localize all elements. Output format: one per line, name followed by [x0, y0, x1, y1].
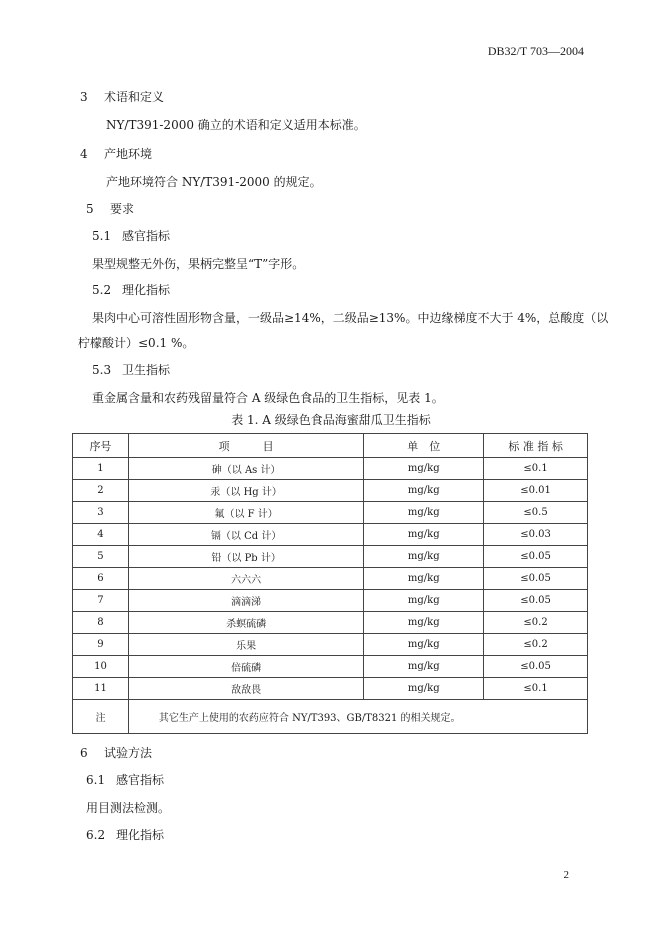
table-cell: 倍硫磷 — [128, 656, 364, 678]
table-row — [73, 480, 588, 502]
section-5-1-text: 果型规整无外伤，果柄完整呈“T”字形。 — [92, 257, 305, 271]
section-3-text: NY/T391-2000 确立的术语和定义适用本标准。 — [106, 118, 366, 132]
section-number: 6 — [80, 746, 88, 760]
table-cell: ≤0.05 — [484, 546, 588, 568]
table-row — [73, 678, 588, 700]
table-cell: mg/kg — [364, 568, 484, 590]
table-cell: mg/kg — [364, 546, 484, 568]
table-cell: 2 — [73, 480, 129, 502]
table-cell: ≤0.5 — [484, 502, 588, 524]
table-cell: ≤0.1 — [484, 458, 588, 480]
header-cell: 序号 — [73, 434, 129, 458]
section-number: 5 — [86, 202, 94, 216]
table-row — [73, 590, 588, 612]
table-row — [73, 612, 588, 634]
table-cell: 10 — [73, 656, 129, 678]
table-cell: 镉（以 Cd 计） — [128, 524, 364, 546]
section-5-3-text: 重金属含量和农药残留量符合 A 级绿色食品的卫生指标，见表 1。 — [92, 391, 444, 405]
table-cell: ≤0.03 — [484, 524, 588, 546]
table-cell: mg/kg — [364, 458, 484, 480]
table-cell: 乐果 — [128, 634, 364, 656]
section-5-2-text-line1: 果肉中心可溶性固形物含量，一级品≥14%，二级品≥13%。中边缘梯度不大于 4%，总酸度（以 — [92, 311, 609, 325]
table-cell: mg/kg — [364, 612, 484, 634]
table-cell: mg/kg — [364, 502, 484, 524]
table-row — [73, 524, 588, 546]
section-number: 5.2 — [92, 283, 112, 297]
table-cell: mg/kg — [364, 590, 484, 612]
section-5-heading — [86, 200, 134, 217]
table-row — [73, 568, 588, 590]
section-title: 术语和定义 — [104, 90, 165, 104]
table-cell: 7 — [73, 590, 129, 612]
table-cell: 铅（以 Pb 计） — [128, 546, 364, 568]
table-cell: 氟（以 F 计） — [128, 502, 364, 524]
table-cell: 11 — [73, 678, 129, 700]
section-title: 感官指标 — [122, 229, 171, 243]
hygiene-index-table — [72, 433, 588, 734]
table-row — [73, 656, 588, 678]
section-6-1-heading — [86, 771, 164, 788]
section-5-1-heading — [92, 227, 170, 244]
table-row — [73, 546, 588, 568]
section-6-heading — [80, 744, 152, 761]
table-cell: mg/kg — [364, 678, 484, 700]
table-cell: 汞（以 Hg 计） — [128, 480, 364, 502]
table-cell: ≤0.1 — [484, 678, 588, 700]
section-number: 5.1 — [92, 229, 112, 243]
section-3-heading — [80, 88, 164, 105]
section-number: 6.2 — [86, 828, 106, 842]
section-number: 4 — [80, 147, 88, 161]
note-text: 其它生产上使用的农药应符合 NY/T393、GB/T8321 的相关规定。 — [128, 700, 587, 734]
table-caption: 表 1. A 级绿色食品海蜜甜瓜卫生指标 — [231, 413, 431, 427]
table-header-row — [73, 434, 588, 458]
table-cell: mg/kg — [364, 524, 484, 546]
section-6-2-heading — [86, 826, 164, 843]
table-row — [73, 502, 588, 524]
table-cell: 滴滴涕 — [128, 590, 364, 612]
section-title: 感官指标 — [116, 773, 165, 787]
note-label: 注 — [73, 700, 129, 734]
table-cell: 六六六 — [128, 568, 364, 590]
section-title: 产地环境 — [104, 147, 153, 161]
header-cell: 单 位 — [364, 434, 484, 458]
table-cell: 1 — [73, 458, 129, 480]
header-cell: 项 目 — [128, 434, 364, 458]
section-number: 5.3 — [92, 363, 112, 377]
table-cell: ≤0.05 — [484, 656, 588, 678]
section-5-2-text-line2: 柠檬酸计）≤0.1 %。 — [78, 336, 195, 350]
table-cell: 9 — [73, 634, 129, 656]
section-5-2-heading — [92, 281, 170, 298]
standard-code-header: DB32/T 703—2004 — [487, 44, 584, 58]
table-cell: 5 — [73, 546, 129, 568]
table-cell: 6 — [73, 568, 129, 590]
section-title: 理化指标 — [122, 283, 171, 297]
table-cell: 8 — [73, 612, 129, 634]
section-number: 3 — [80, 90, 88, 104]
header-cell: 标 准 指 标 — [484, 434, 588, 458]
table-cell: mg/kg — [364, 656, 484, 678]
section-4-text: 产地环境符合 NY/T391-2000 的规定。 — [106, 175, 322, 189]
section-number: 6.1 — [86, 773, 106, 787]
page-number: 2 — [563, 869, 569, 881]
section-5-3-heading — [92, 361, 170, 378]
table-row — [73, 634, 588, 656]
table-note-row — [73, 700, 588, 734]
table-row — [73, 458, 588, 480]
section-title: 卫生指标 — [122, 363, 171, 377]
section-title: 理化指标 — [116, 828, 165, 842]
section-title: 试验方法 — [104, 746, 153, 760]
table-cell: ≤0.05 — [484, 568, 588, 590]
section-6-1-text: 用目测法检测。 — [86, 801, 171, 815]
table-cell: mg/kg — [364, 634, 484, 656]
section-4-heading — [80, 145, 152, 162]
table-cell: 4 — [73, 524, 129, 546]
table-cell: ≤0.05 — [484, 590, 588, 612]
section-title: 要求 — [110, 202, 135, 216]
table-cell: ≤0.01 — [484, 480, 588, 502]
table-cell: 杀螟硫磷 — [128, 612, 364, 634]
table-cell: 敌敌畏 — [128, 678, 364, 700]
table-cell: 砷（以 As 计） — [128, 458, 364, 480]
table-cell: 3 — [73, 502, 129, 524]
table-cell: ≤0.2 — [484, 612, 588, 634]
table-cell: ≤0.2 — [484, 634, 588, 656]
table-cell: mg/kg — [364, 480, 484, 502]
